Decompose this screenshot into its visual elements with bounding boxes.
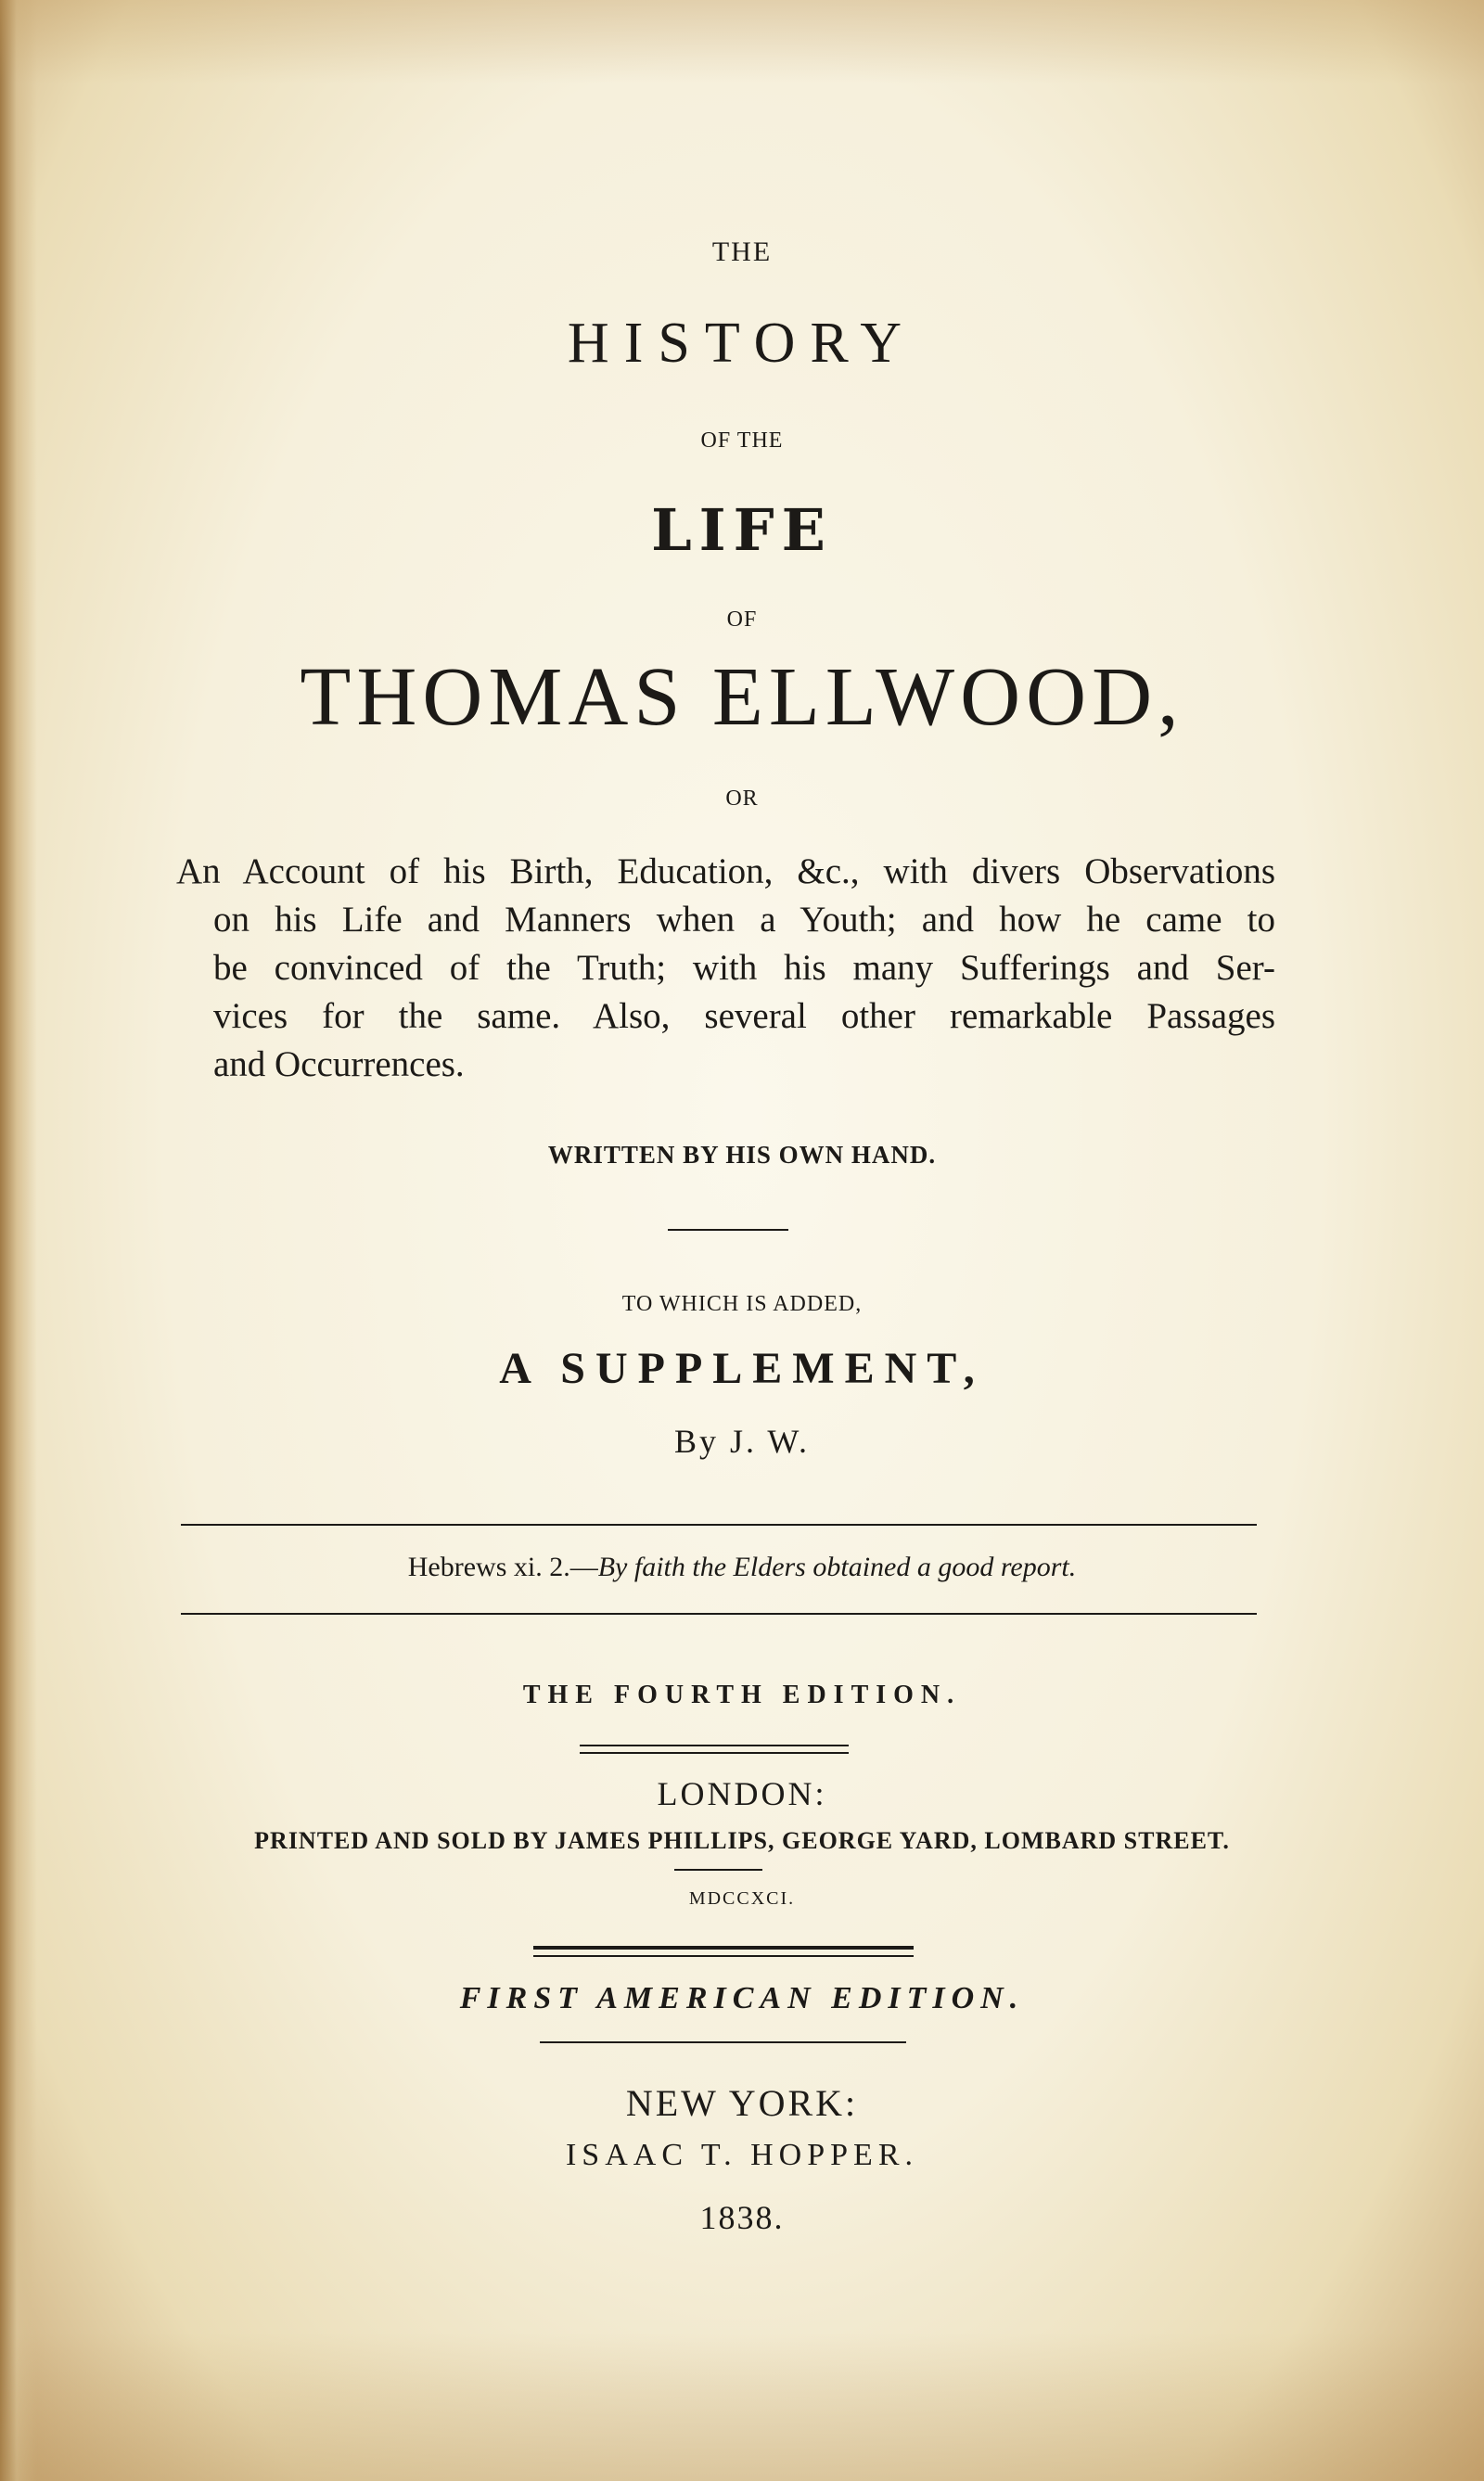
account-line: be convinced of the Truth; with his many Sufferings and Ser- bbox=[213, 948, 1275, 988]
epigraph-text: By faith the Elders obtained a good report. bbox=[597, 1552, 1077, 1582]
epigraph-top-rule bbox=[181, 1524, 1257, 1526]
american-underline bbox=[540, 2041, 906, 2043]
thick-rule-b bbox=[533, 1955, 914, 1957]
account-line: on his Life and Manners when a Youth; and how he came to bbox=[213, 900, 1275, 940]
imprint-publisher: ISAAC T. HOPPER. bbox=[565, 2138, 919, 2172]
account-line: and Occurrences. bbox=[213, 1044, 465, 1084]
title-history: HISTORY bbox=[567, 312, 917, 375]
account-line: An Account of his Birth, Education, &c., with divers Observations bbox=[176, 851, 1275, 891]
top-stain bbox=[0, 0, 1484, 83]
supplement-author: By J. W. bbox=[673, 1423, 811, 1460]
account-line: vices for the same. Also, several other remarkable Passages bbox=[213, 996, 1275, 1036]
imprint-printer: PRINTED AND SOLD BY JAMES PHILLIPS, GEORGE YARD, LOMBARD STREET. bbox=[254, 1827, 1230, 1854]
imprint-year-london: MDCCXCI. bbox=[688, 1888, 796, 1909]
title-life: LIFE bbox=[651, 496, 833, 564]
title-of: OF bbox=[726, 607, 758, 632]
supplement-title: A SUPPLEMENT, bbox=[499, 1344, 985, 1393]
to-which-added: TO WHICH IS ADDED, bbox=[621, 1292, 863, 1316]
title-of-the: OF THE bbox=[700, 428, 784, 453]
divider bbox=[668, 1229, 788, 1231]
double-rule-b bbox=[580, 1752, 849, 1754]
epigraph-bottom-rule bbox=[181, 1613, 1257, 1615]
epigraph-ref: Hebrews xi. 2.— bbox=[407, 1552, 598, 1582]
thick-rule-a bbox=[533, 1946, 914, 1950]
title-or: OR bbox=[725, 787, 759, 811]
title-the: THE bbox=[711, 237, 773, 267]
subtitle-account bbox=[176, 848, 1275, 1089]
imprint-year: 1838. bbox=[699, 2199, 785, 2236]
written-by: WRITTEN BY HIS OWN HAND. bbox=[547, 1141, 937, 1169]
double-rule-a bbox=[580, 1745, 849, 1746]
imprint-city-london: LONDON: bbox=[657, 1775, 827, 1812]
imprint-city-new-york: NEW YORK: bbox=[625, 2082, 859, 2124]
epigraph bbox=[0, 1552, 1484, 1583]
bottom-stain bbox=[0, 2333, 1484, 2481]
american-edition: FIRST AMERICAN EDITION. bbox=[459, 1981, 1025, 2015]
title-name: THOMAS ELLWOOD, bbox=[300, 651, 1184, 743]
short-rule bbox=[674, 1869, 762, 1871]
edition-statement: THE FOURTH EDITION. bbox=[522, 1681, 962, 1709]
